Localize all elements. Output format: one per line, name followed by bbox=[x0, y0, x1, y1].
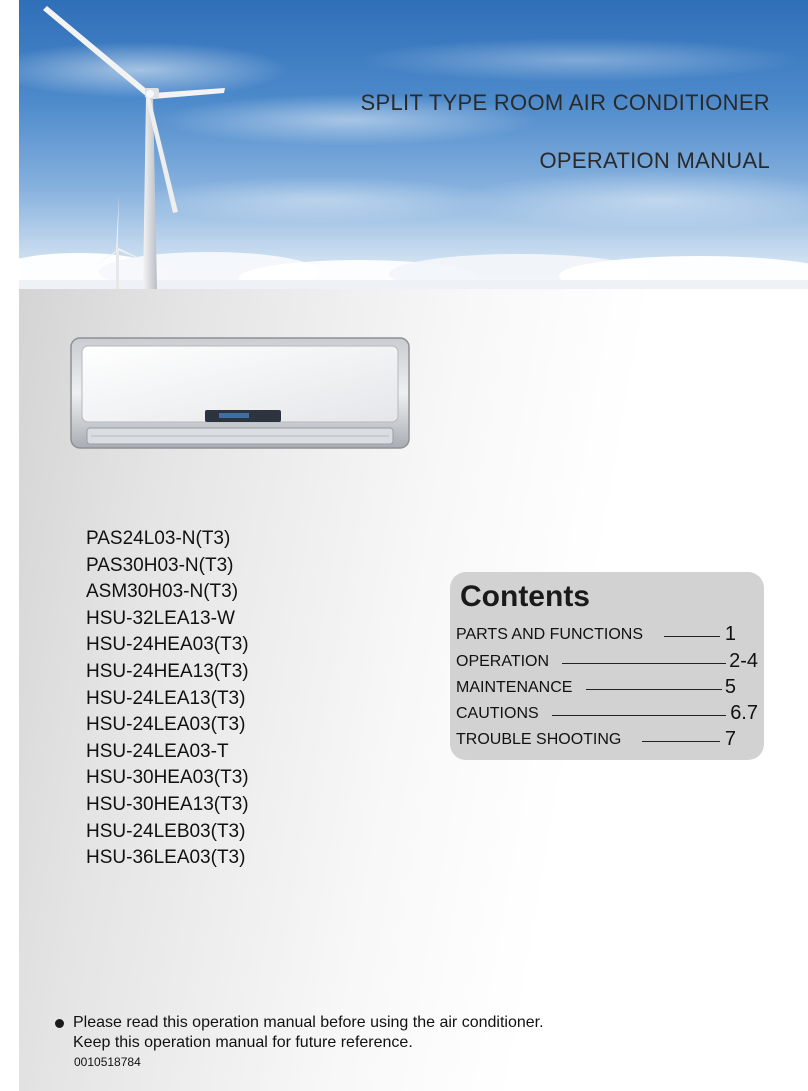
toc-entry-cautions[interactable] bbox=[456, 701, 758, 725]
toc-leader-line bbox=[664, 636, 720, 637]
toc-entry-label: PARTS AND FUNCTIONS bbox=[456, 626, 643, 643]
model-number: ASM30H03-N(T3) bbox=[86, 581, 239, 603]
model-number: PAS30H03-N(T3) bbox=[86, 554, 234, 576]
model-number: HSU-24LEA13(T3) bbox=[86, 687, 246, 709]
toc-entry-label: CAUTIONS bbox=[456, 705, 539, 722]
model-number: PAS24L03-N(T3) bbox=[86, 528, 231, 549]
model-number: HSU-24LEA03(T3) bbox=[86, 714, 246, 736]
toc-entry-label: TROUBLE SHOOTING bbox=[456, 731, 622, 748]
model-number: HSU-32LEA13-W bbox=[86, 607, 235, 629]
wind-turbine-illustration bbox=[19, 0, 808, 289]
toc-entry-label: OPERATION bbox=[456, 653, 550, 670]
toc-entry-trouble-shooting[interactable] bbox=[456, 727, 758, 751]
toc-leader-line bbox=[562, 663, 726, 664]
toc-entry-page: 2-4 bbox=[729, 650, 758, 672]
toc-entry-page: 7 bbox=[724, 728, 736, 750]
model-number: HSU-24HEA13(T3) bbox=[86, 660, 249, 682]
manual-cover bbox=[19, 0, 808, 1091]
model-number-list bbox=[86, 526, 249, 872]
toc-entry-parts-and-functions[interactable] bbox=[456, 622, 758, 646]
sky-banner bbox=[19, 0, 808, 289]
contents-box bbox=[450, 572, 764, 760]
toc-entry-maintenance[interactable] bbox=[456, 675, 758, 699]
toc-leader-line bbox=[552, 715, 726, 716]
toc-entry-operation[interactable] bbox=[456, 649, 758, 673]
document-code: 0010518784 bbox=[74, 1055, 141, 1069]
toc-entry-label: MAINTENANCE bbox=[456, 679, 573, 696]
manual-type-title: OPERATION MANUAL bbox=[539, 148, 770, 173]
model-number: HSU-24LEB03(T3) bbox=[86, 820, 246, 842]
bullet-icon bbox=[55, 1019, 64, 1028]
toc-entry-page: 6.7 bbox=[730, 702, 758, 724]
contents-title: Contents bbox=[460, 580, 590, 613]
model-number: HSU-24HEA03(T3) bbox=[86, 634, 249, 656]
toc-entry-page: 1 bbox=[724, 623, 736, 645]
model-number: HSU-24LEA03-T bbox=[86, 740, 229, 762]
notice-line: Keep this operation manual for future reference. bbox=[73, 1034, 413, 1051]
air-conditioner-indoor-unit-icon bbox=[69, 336, 411, 454]
toc-entry-page: 5 bbox=[724, 676, 736, 698]
manual-product-title: SPLIT TYPE ROOM AIR CONDITIONER bbox=[360, 90, 770, 115]
toc-leader-line bbox=[642, 741, 720, 742]
notice-line: Please read this operation manual before using the air conditioner. bbox=[73, 1014, 544, 1031]
toc-leader-line bbox=[586, 689, 722, 690]
model-number: HSU-36LEA03(T3) bbox=[86, 847, 246, 869]
model-number: HSU-30HEA03(T3) bbox=[86, 767, 249, 789]
model-number: HSU-30HEA13(T3) bbox=[86, 793, 249, 815]
